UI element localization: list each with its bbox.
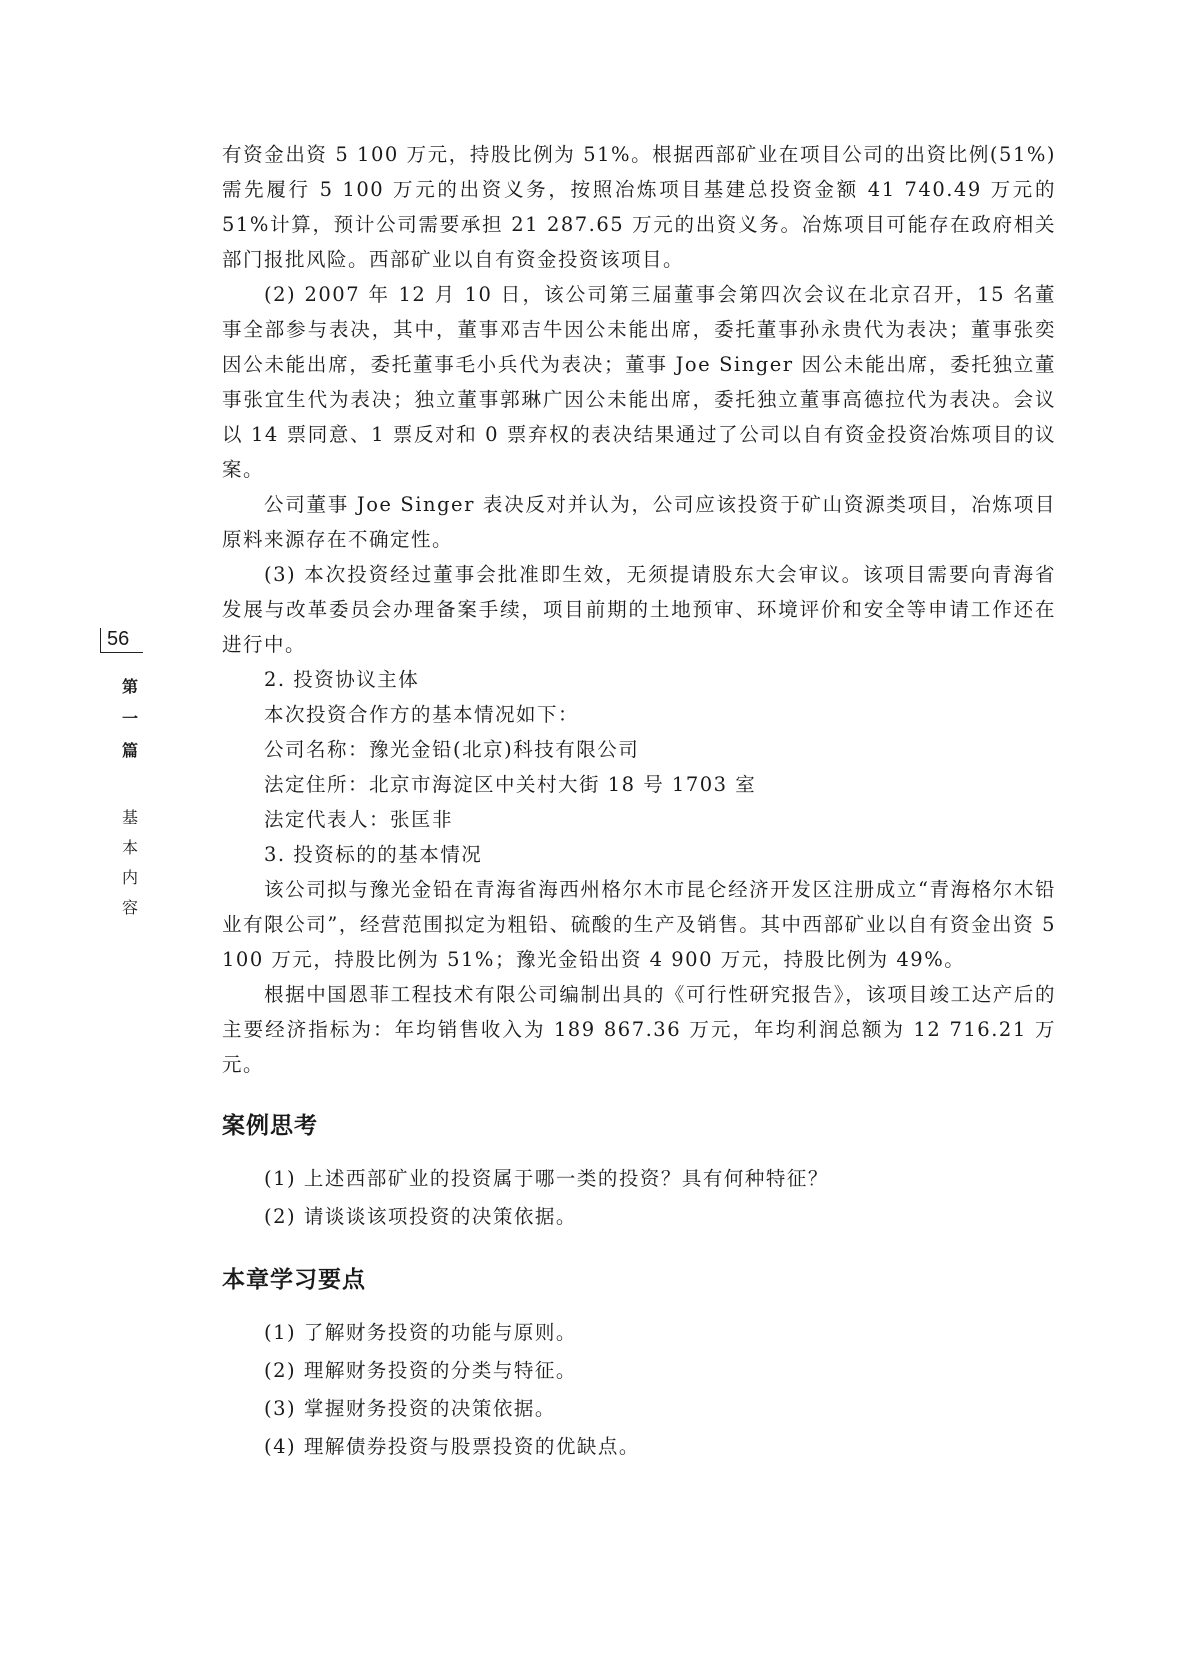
study-section-heading: 本章学习要点: [222, 1267, 366, 1293]
page-margin: [100, 628, 158, 923]
study-point: (4) 理解债券投资与股票投资的优缺点。: [264, 1435, 640, 1458]
case-question: (2) 请谈谈该项投资的决策依据。: [264, 1205, 577, 1228]
case-section-heading: 案例思考: [222, 1113, 318, 1139]
paragraph: 有资金出资 5 100 万元，持股比例为 51%。根据西部矿业在项目公司的出资比例(51%)需先履行 5 100 万元的出资义务，按照冶炼项目基建总投资金额 41 740.49 万元的 51%计算，预计公司需要承担 21 287.65 万元的出资义务。冶炼项目可能存在政府相关部门报批风险。西部矿业以自有资金投资该项目。: [222, 143, 1056, 271]
part-subtitle-char: 基: [121, 808, 138, 827]
part-subtitle-char: 容: [121, 898, 138, 917]
paragraph: 公司名称：豫光金铅(北京)科技有限公司: [264, 738, 640, 761]
page-body: [222, 137, 1056, 1466]
part-title-char: 第: [121, 677, 138, 696]
study-point: (1) 了解财务投资的功能与原则。: [264, 1321, 577, 1344]
subheading: 2. 投资协议主体: [264, 668, 420, 691]
subheading: 3. 投资标的的基本情况: [264, 843, 483, 866]
paragraph: 本次投资合作方的基本情况如下：: [264, 703, 580, 726]
part-title-char: 篇: [121, 741, 138, 760]
paragraph: (2) 2007 年 12 月 10 日，该公司第三届董事会第四次会议在北京召开，15 名董事全部参与表决，其中，董事邓吉牛因公未能出席，委托董事孙永贵代为表决；董事张奕因公未能出席，委托董事毛小兵代为表决；董事 Joe Singer 因公未能出席，委托独立董事张宜生代为表决；独立董事郭琳广因公未能出席，委托独立董事高德拉代为表决。会议以 14 票同意、1 票反对和 0 票弃权的表决结果通过了公司以自有资金投资冶炼项目的议案。: [222, 283, 1056, 481]
paragraph: 公司董事 Joe Singer 表决反对并认为，公司应该投资于矿山资源类项目，冶炼项目原料来源存在不确定性。: [222, 493, 1056, 551]
study-point: (3) 掌握财务投资的决策依据。: [264, 1397, 556, 1420]
part-title: [120, 671, 140, 767]
paragraph: 该公司拟与豫光金铅在青海省海西州格尔木市昆仑经济开发区注册成立“青海格尔木铅业有限公司”，经营范围拟定为粗铅、硫酸的生产及销售。其中西部矿业以自有资金出资 5 100 万元，持股比例为 51%；豫光金铅出资 4 900 万元，持股比例为 49%。: [222, 878, 1056, 971]
paragraph: 法定住所：北京市海淀区中关村大街 18 号 1703 室: [264, 773, 757, 796]
paragraph: 法定代表人：张匡非: [264, 808, 454, 831]
page-number: 56: [100, 628, 143, 653]
case-question: (1) 上述西部矿业的投资属于哪一类的投资？具有何种特征？: [264, 1167, 829, 1190]
part-title-char: 一: [121, 709, 138, 728]
part-subtitle-char: 本: [121, 838, 138, 857]
paragraph: 根据中国恩菲工程技术有限公司编制出具的《可行性研究报告》，该项目竣工达产后的主要经济指标为：年均销售收入为 189 867.36 万元，年均利润总额为 12 716.21 万元。: [222, 983, 1056, 1076]
study-point: (2) 理解财务投资的分类与特征。: [264, 1359, 577, 1382]
part-subtitle-char: 内: [121, 868, 138, 887]
paragraph: (3) 本次投资经过董事会批准即生效，无须提请股东大会审议。该项目需要向青海省发展与改革委员会办理备案手续，项目前期的土地预审、环境评价和安全等申请工作还在进行中。: [222, 563, 1056, 656]
part-subtitle: [120, 803, 140, 923]
